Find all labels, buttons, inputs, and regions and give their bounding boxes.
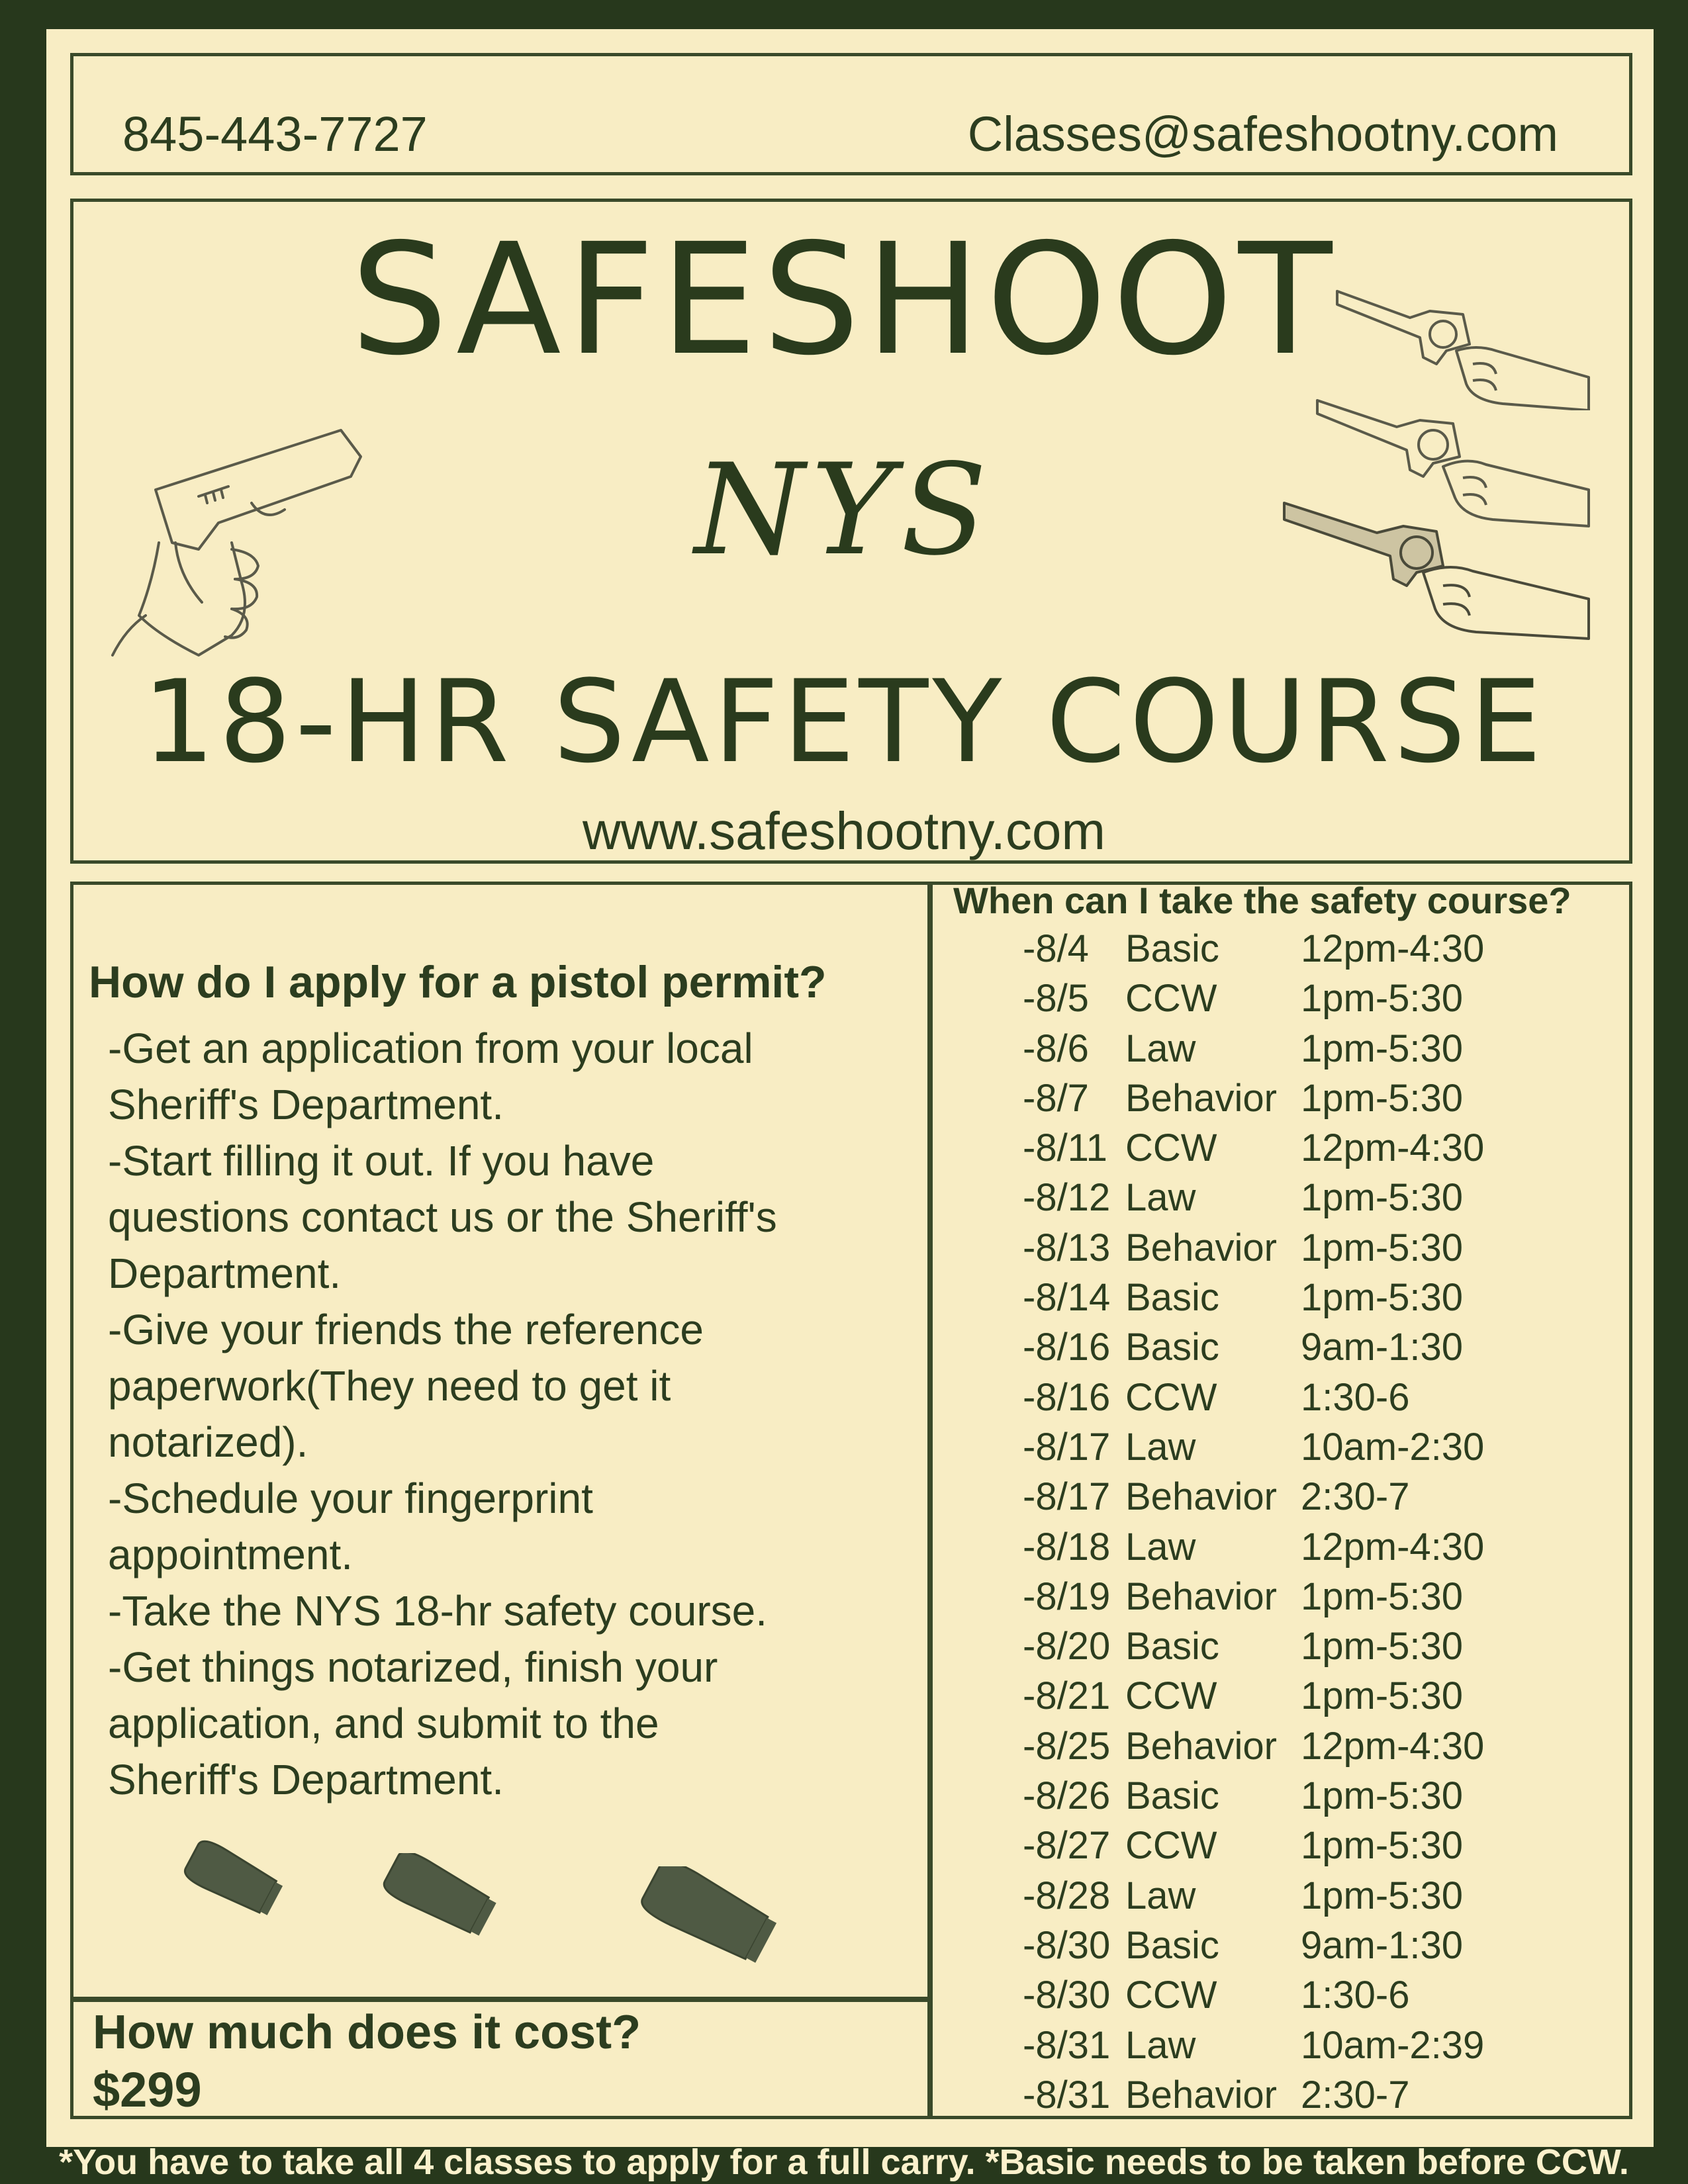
schedule-time: 1pm-5:30: [1301, 1774, 1464, 1818]
schedule-date: -8/4: [1023, 927, 1089, 970]
schedule-class: CCW: [1125, 977, 1217, 1021]
schedule-time: 1pm-5:30: [1301, 1226, 1464, 1269]
schedule-class: Behavior: [1125, 1076, 1277, 1120]
schedule-class: Behavior: [1125, 1724, 1277, 1768]
bullet-icon: [172, 1840, 311, 1926]
schedule-class: CCW: [1125, 1974, 1217, 2017]
schedule-time: 9am-1:30: [1301, 1923, 1464, 1967]
permit-step-line: notarized).: [108, 1418, 308, 1466]
schedule-class: Law: [1125, 1176, 1196, 1220]
schedule-date: -8/21: [1023, 1674, 1111, 1718]
schedule-class: CCW: [1125, 1375, 1217, 1419]
schedule-time: 1pm-5:30: [1301, 1276, 1464, 1320]
schedule-class: Basic: [1125, 1276, 1219, 1320]
schedule-date: -8/26: [1023, 1774, 1111, 1818]
schedule-time: 1pm-5:30: [1301, 1026, 1464, 1070]
permit-step-line: Department.: [108, 1250, 342, 1297]
permit-step-line: -Start filling it out. If you have: [108, 1137, 655, 1185]
schedule-time: 12pm-4:30: [1301, 1126, 1485, 1170]
schedule-time: 1pm-5:30: [1301, 977, 1464, 1021]
permit-step-line: -Give your friends the reference: [108, 1306, 704, 1353]
schedule-class: Law: [1125, 1525, 1196, 1569]
bullet-icon: [629, 1866, 814, 1972]
schedule-class: Behavior: [1125, 1475, 1277, 1519]
schedule-time: 9am-1:30: [1301, 1326, 1464, 1369]
schedule-time: 2:30-7: [1301, 1475, 1410, 1519]
revolver-icon: [1278, 493, 1595, 645]
permit-step-line: Sheriff's Department.: [108, 1081, 504, 1128]
schedule-date: -8/17: [1023, 1475, 1111, 1519]
schedule-class: Basic: [1125, 1625, 1219, 1668]
permit-step-line: appointment.: [108, 1531, 353, 1578]
schedule-time: 2:30-7: [1301, 2073, 1410, 2116]
schedule-date: -8/27: [1023, 1824, 1111, 1868]
schedule-class: Basic: [1125, 1326, 1219, 1369]
schedule-date: -8/11: [1023, 1126, 1107, 1170]
schedule-date: -8/6: [1023, 1026, 1089, 1070]
schedule-class: Law: [1125, 1425, 1196, 1469]
permit-step-line: questions contact us or the Sheriff's: [108, 1193, 777, 1241]
schedule-class: Law: [1125, 1026, 1196, 1070]
schedule-class: Basic: [1125, 927, 1219, 970]
schedule-date: -8/19: [1023, 1574, 1111, 1618]
state-title: NYS: [694, 437, 994, 583]
permit-steps-list: [108, 1021, 915, 1808]
schedule-class: Basic: [1125, 1774, 1219, 1818]
schedule-class: CCW: [1125, 1824, 1217, 1868]
schedule-class: CCW: [1125, 1674, 1217, 1718]
schedule-date: -8/5: [1023, 977, 1089, 1021]
schedule-time: 12pm-4:30: [1301, 1724, 1485, 1768]
schedule-class: Basic: [1125, 1923, 1219, 1967]
schedule-class: CCW: [1125, 1126, 1217, 1170]
email-address[interactable]: Classes@safeshootny.com: [967, 107, 1558, 161]
schedule-class: Behavior: [1125, 1574, 1277, 1618]
schedule-time: 1pm-5:30: [1301, 1874, 1464, 1917]
schedule-date: -8/28: [1023, 1874, 1111, 1917]
schedule-date: -8/16: [1023, 1326, 1111, 1369]
schedule-time: 1pm-5:30: [1301, 1076, 1464, 1120]
permit-step-line: Sheriff's Department.: [108, 1756, 504, 1803]
permit-heading: How do I apply for a pistol permit?: [89, 957, 827, 1007]
schedule-date: -8/7: [1023, 1076, 1089, 1120]
schedule-date: -8/14: [1023, 1276, 1111, 1320]
schedule-date: -8/20: [1023, 1625, 1111, 1668]
permit-step-line: -Get things notarized, finish your: [108, 1643, 718, 1691]
schedule-time: 10am-2:30: [1301, 1425, 1485, 1469]
schedule-time: 1:30-6: [1301, 1974, 1410, 2017]
schedule-time: 1pm-5:30: [1301, 1176, 1464, 1220]
schedule-class: Law: [1125, 2023, 1196, 2067]
course-title: 18-HR SAFETY COURSE: [142, 655, 1546, 788]
schedule-date: -8/30: [1023, 1923, 1111, 1967]
schedule-date: -8/12: [1023, 1176, 1111, 1220]
hand-holding-pistol-icon: [99, 417, 377, 668]
schedule-class: Law: [1125, 1874, 1196, 1917]
permit-step-line: -Schedule your fingerprint: [108, 1475, 593, 1522]
cost-heading: How much does it cost?: [93, 2006, 641, 2059]
schedule-date: -8/17: [1023, 1425, 1111, 1469]
schedule-time: 1pm-5:30: [1301, 1674, 1464, 1718]
bullet-icon: [371, 1853, 530, 1946]
brand-title: SAFESHOOT: [350, 210, 1338, 389]
schedule-class: Behavior: [1125, 1226, 1277, 1269]
schedule-date: -8/31: [1023, 2023, 1111, 2067]
schedule-time: 1pm-5:30: [1301, 1574, 1464, 1618]
schedule-heading: When can I take the safety course?: [953, 880, 1571, 921]
cost-value: $299: [93, 2062, 202, 2117]
phone-number[interactable]: 845-443-7727: [122, 107, 428, 161]
schedule-date: -8/25: [1023, 1724, 1111, 1768]
footer-note: *You have to take all 4 classes to apply for a full carry. *Basic needs to be taken before CCW.: [59, 2142, 1629, 2182]
schedule-date: -8/16: [1023, 1375, 1111, 1419]
website-link[interactable]: www.safeshootny.com: [583, 801, 1105, 860]
schedule-date: -8/30: [1023, 1974, 1111, 2017]
permit-step-line: -Get an application from your local: [108, 1024, 753, 1072]
schedule-date: -8/31: [1023, 2073, 1111, 2116]
schedule-class: Behavior: [1125, 2073, 1277, 2116]
schedule-date: -8/18: [1023, 1525, 1111, 1569]
schedule-time: 12pm-4:30: [1301, 927, 1485, 970]
schedule-time: 10am-2:39: [1301, 2023, 1485, 2067]
permit-step-line: -Take the NYS 18-hr safety course.: [108, 1587, 767, 1635]
permit-step-line: paperwork(They need to get it: [108, 1362, 671, 1410]
schedule-date: -8/13: [1023, 1226, 1111, 1269]
permit-step-line: application, and submit to the: [108, 1700, 659, 1747]
schedule-time: 1pm-5:30: [1301, 1625, 1464, 1668]
schedule-time: 12pm-4:30: [1301, 1525, 1485, 1569]
schedule-time: 1pm-5:30: [1301, 1824, 1464, 1868]
schedule-time: 1:30-6: [1301, 1375, 1410, 1419]
